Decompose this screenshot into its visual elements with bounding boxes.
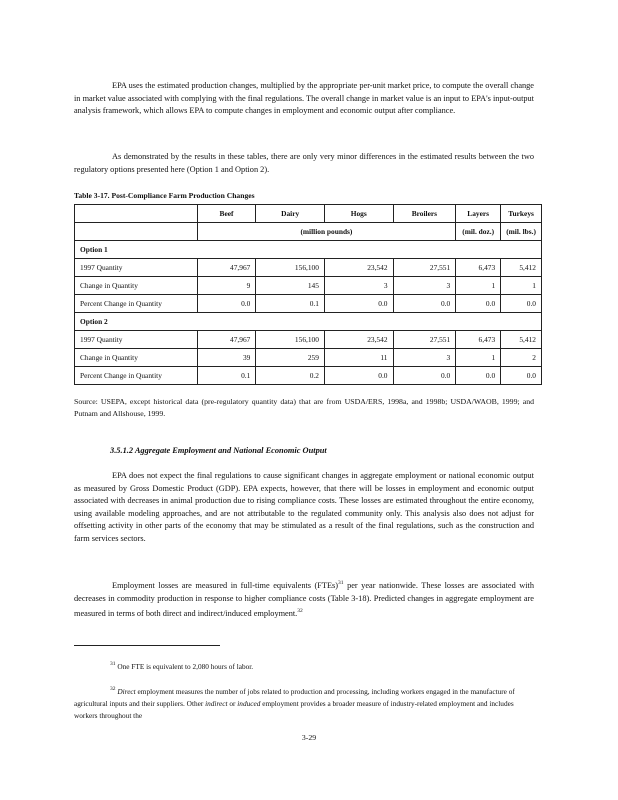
footnote-31: $^{31}$ One FTE is equivalent to 2,080 hours of labor. bbox=[110, 661, 254, 671]
table-row: Percent Change in Quantity 0.1 0.2 0.0 0.0 0.0 0.0 bbox=[75, 367, 542, 385]
table-row: 1997 Quantity 47,967 156,100 23,542 27,551 6,473 5,412 bbox=[75, 259, 542, 277]
section-option-1: Option 1 bbox=[75, 241, 542, 259]
table-source-note: Source: USEPA, except historical data (pre-regulatory quantity data) that are from USDA/ERS, 1998a, and 1998b; USDA/WAOB, 1999; and Putnam and Allshouse, 1999. bbox=[74, 397, 534, 418]
units-million-pounds: (million pounds) bbox=[197, 223, 456, 241]
table-units-row bbox=[75, 223, 542, 241]
table-title: Table 3-17. Post-Compliance Farm Production Changes bbox=[74, 191, 255, 200]
paragraph-employment-losses: Employment losses are measured in full-time equivalents (FTEs)$^{31}$ per year nationwide. These losses are associated with decreases in commodity production in response to higher compliance costs (Table 3-18). Predicted changes in aggregate employment are measured in terms of both direct and indirect/induced employment.$^{32}$ bbox=[74, 580, 534, 619]
footnote-divider bbox=[74, 645, 220, 646]
paragraph-aggregate-employment: EPA does not expect the final regulations to cause significant changes in aggregate employment or national economic output as measured by Gross Domestic Product (GDP). EPA expects, however, that there will be losses in employment and economic output associated with decreases in animal production due to rising compliance costs. These losses are estimated throughout the entire economy, using available modeling approaches, and are not attributable to the regulated community only. This analysis also does not adjust for offsetting activity in other parts of the economy that may be stimulated as a result of the final regulations, such as the construction and farm services sectors. bbox=[74, 471, 534, 543]
footnote-ref-31[interactable]: 31 bbox=[338, 580, 344, 586]
paragraph-market-value: EPA uses the estimated production changes, multiplied by the appropriate per-unit market price, to compute the overall change in market value associated with complying with the final regulations. The overall change in market value is an input to EPA's input-output analysis framework, which allows EPA to compute changes in employment and economic output after compliance. bbox=[74, 81, 534, 116]
units-mil-doz: (mil. doz.) bbox=[456, 223, 501, 241]
footnote-32: $^{32}$ Direct employment measures the number of jobs related to production and processing, including workers engaged in the manufacture of agricultural inputs and their suppliers. Other indirect or induced employment provides a broader measure of industry-related employment and includes workers throughout the bbox=[74, 686, 515, 720]
table-row: Change in Quantity 9 145 3 3 1 1 bbox=[75, 277, 542, 295]
col-header-hogs: Hogs bbox=[324, 205, 393, 223]
units-mil-lbs: (mil. lbs.) bbox=[501, 223, 542, 241]
col-header-turkeys: Turkeys bbox=[501, 205, 542, 223]
footnote-ref-32[interactable]: 32 bbox=[297, 608, 303, 615]
table-row: Percent Change in Quantity 0.0 0.1 0.0 0.0 0.0 0.0 bbox=[75, 295, 542, 313]
col-header-layers: Layers bbox=[456, 205, 501, 223]
paragraph-option-differences: As demonstrated by the results in these tables, there are only very minor differences in the estimated results between the two regulatory options presented here (Option 1 and Option 2). bbox=[74, 152, 534, 174]
section-heading: 3.5.1.2 Aggregate Employment and National Economic Output bbox=[110, 446, 327, 455]
table-row: 1997 Quantity 47,967 156,100 23,542 27,551 6,473 5,412 bbox=[75, 331, 542, 349]
table-row: Change in Quantity 39 259 11 3 1 2 bbox=[75, 349, 542, 367]
section-option-2: Option 2 bbox=[75, 313, 542, 331]
farm-production-table bbox=[74, 204, 542, 385]
col-header-dairy: Dairy bbox=[256, 205, 325, 223]
table-header-row bbox=[75, 205, 542, 223]
col-header-beef: Beef bbox=[197, 205, 256, 223]
page-number: 3-29 bbox=[301, 733, 317, 742]
col-header-broilers: Broilers bbox=[393, 205, 456, 223]
